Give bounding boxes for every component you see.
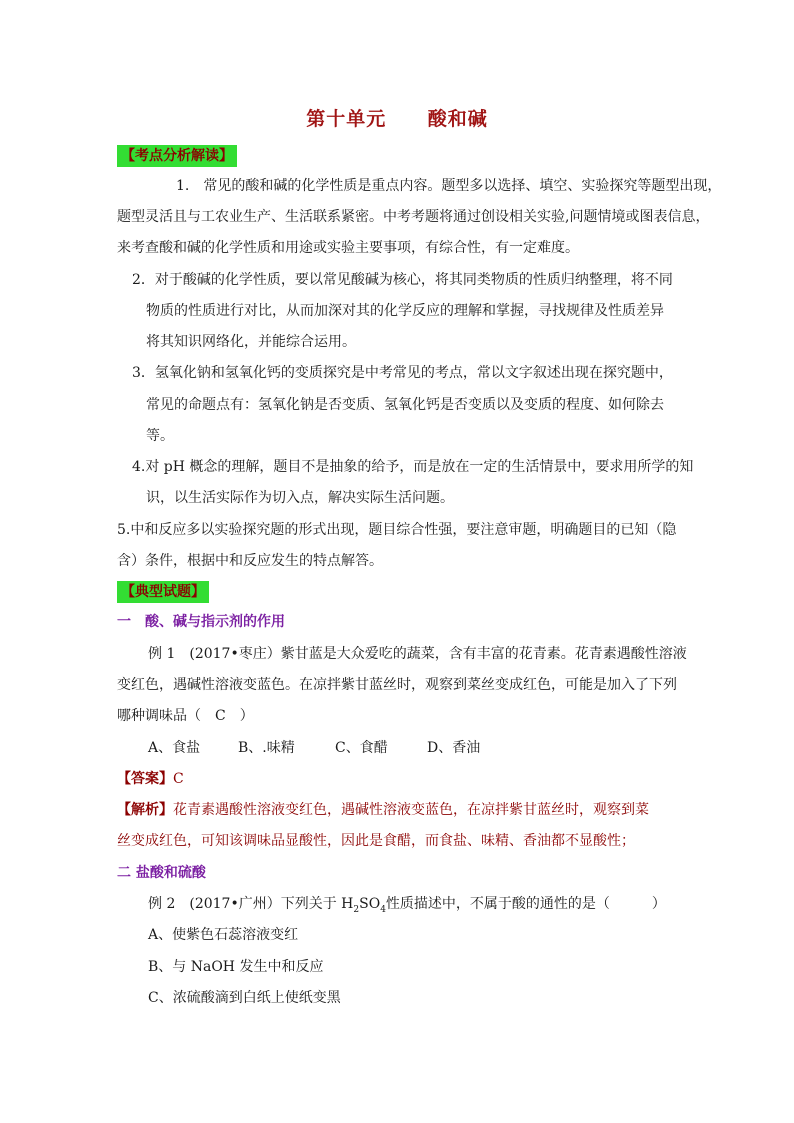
example-2-line xyxy=(148,894,666,920)
explanation-label: 【解析】 xyxy=(117,802,173,818)
example-2-prefix: 例 2 (2017•广州）下列关于 H xyxy=(148,896,354,912)
analysis-line: 等。 xyxy=(146,428,174,444)
section-heading-indicators: 一 酸、碱与指示剂的作用 xyxy=(117,614,285,630)
answer-value: C xyxy=(173,771,184,787)
analysis-line: 常见的命题点有：氢氧化钠是否变质、氢氧化钙是否变质以及变质的程度、如何除去 xyxy=(146,397,664,413)
example-2-option: A、使紫色石蕊溶液变红 xyxy=(148,927,299,943)
subscript: 2 xyxy=(353,904,360,915)
analysis-line: 5.中和反应多以实验探究题的形式出现，题目综合性强，要注意审题，明确题目的已知（隐 xyxy=(117,522,677,538)
section-tag-typical: 【典型试题】 xyxy=(117,581,209,603)
explanation-line: 丝变成红色，可知该调味品显酸性，因此是食醋，而食盐、味精、香油都不显酸性； xyxy=(117,833,635,849)
analysis-line: 识，以生活实际作为切入点，解决实际生活问题。 xyxy=(146,490,454,506)
example-1-line: 哪种调味品（ C ） xyxy=(117,708,254,724)
example-1-line: 变红色，遇碱性溶液变蓝色。在凉拌紫甘蓝丝时，观察到菜丝变成红色，可能是加入了下列 xyxy=(117,677,677,693)
page-title: 第十单元 酸和碱 xyxy=(306,108,488,130)
example-2-suffix: 性质描述中，不属于酸的通性的是（ ） xyxy=(385,896,666,912)
analysis-line: 含）条件，根据中和反应发生的特点解答。 xyxy=(117,553,383,569)
answer-line xyxy=(117,769,184,789)
example-1-line: 例 1 (2017•枣庄）紫甘蓝是大众爱吃的蔬菜，含有丰富的花青素。花青素遇酸性溶液 xyxy=(148,646,687,662)
analysis-line: 3．氢氧化钠和氢氧化钙的变质探究是中考常见的考点，常以文字叙述出现在探究题中， xyxy=(132,365,673,381)
analysis-line: 1. 常见的酸和碱的化学性质是重点内容。题型多以选择、填空、实验探究等题型出现， xyxy=(176,178,722,194)
example-1-option: A、食盐 xyxy=(148,740,201,756)
example-2-option: C、浓硫酸滴到白纸上使纸变黑 xyxy=(148,990,341,1006)
analysis-line: 2．对于酸碱的化学性质，要以常见酸碱为核心，将其同类物质的性质归纳整理，将不同 xyxy=(132,272,673,288)
answer-label: 【答案】 xyxy=(117,771,173,787)
example-1-option: C、食醋 xyxy=(335,740,388,756)
example-2-option: B、与 NaOH 发生中和反应 xyxy=(148,959,324,975)
example-2-formula: SO xyxy=(359,896,381,912)
example-1-option: D、香油 xyxy=(427,740,481,756)
analysis-line: 将其知识网络化，并能综合运用。 xyxy=(146,334,356,350)
analysis-line: 4.对 pH 概念的理解，题目不是抽象的给予，而是放在一定的生活情景中，要求用所学的知 xyxy=(132,459,694,475)
example-1-option: B、.味精 xyxy=(238,740,295,756)
section-tag-analysis: 【考点分析解读】 xyxy=(117,145,237,167)
analysis-line: 来考查酸和碱的化学性质和用途或实验主要事项，有综合性，有一定难度。 xyxy=(117,240,579,256)
analysis-line: 题型灵活且与工农业生产、生活联系紧密。中考考题将通过创设相关实验,问题情境或图表信息， xyxy=(117,209,710,225)
explanation-line xyxy=(117,800,649,820)
subscript: 4 xyxy=(380,904,386,915)
explanation-text: 花青素遇酸性溶液变红色，遇碱性溶液变蓝色，在凉拌紫甘蓝丝时，观察到菜 xyxy=(173,802,649,818)
analysis-line: 物质的性质进行对比，从而加深对其的化学反应的理解和掌握，寻找规律及性质差异 xyxy=(146,303,664,319)
section-heading-acids: 二 盐酸和硫酸 xyxy=(117,865,206,881)
